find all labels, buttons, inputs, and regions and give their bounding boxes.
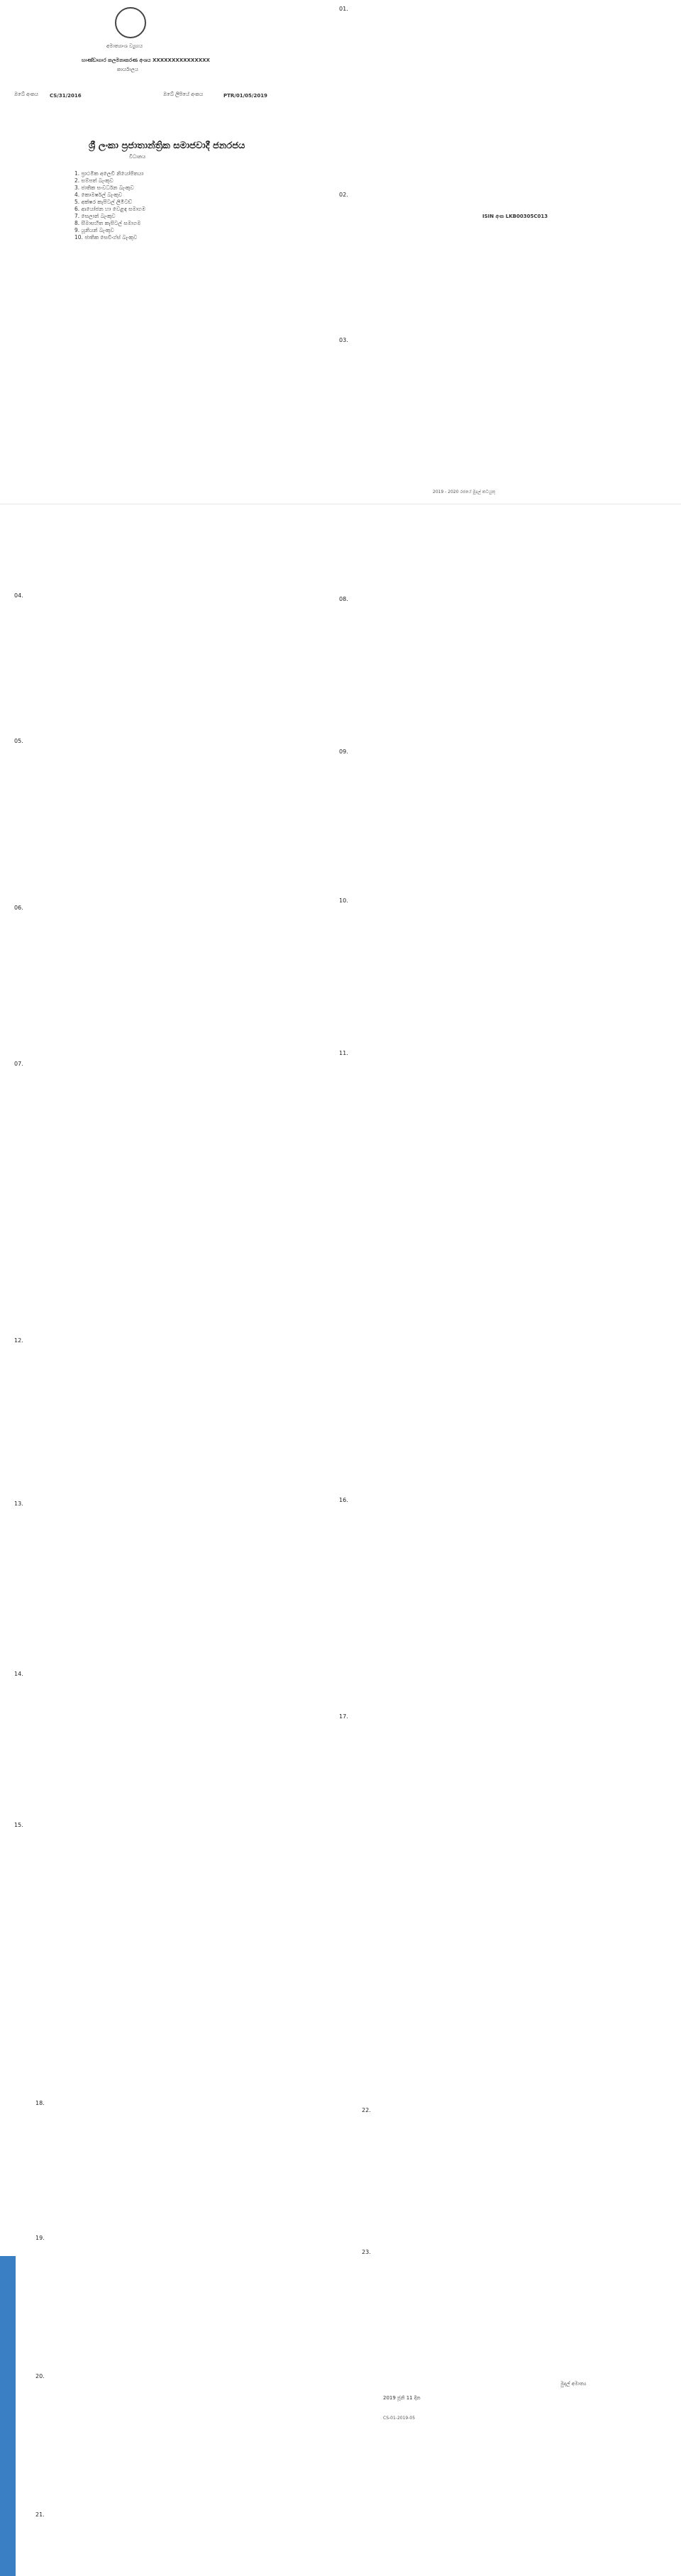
paragraph-number: 07. xyxy=(14,1061,23,1067)
recipient-row: 5. අක්ෂර කැපිටල් ලිමිටඩ් xyxy=(74,199,133,205)
recipient-row: 3. ජාතික සංවර්ධන බැංකුව xyxy=(74,184,134,191)
paragraph-number: 05. xyxy=(14,738,23,744)
paragraph-number: 19. xyxy=(35,2235,45,2241)
signature-label: මුදල් අමාත්‍ය xyxy=(560,2381,587,2387)
recipient-row: 4. කොමර්ෂල් බැංකුව xyxy=(74,192,123,198)
paragraph-number: 15. xyxy=(14,1822,23,1828)
date-label: ඔබේ ලිපියේ අංකය xyxy=(163,92,204,97)
ref-label: ඔබේ අංකය xyxy=(14,92,38,97)
recipient-row: 9. යූනියන් බැංකුව xyxy=(74,227,114,233)
paragraph-number: 13. xyxy=(14,1500,23,1507)
paragraph-number: 14. xyxy=(14,1671,23,1677)
paragraph-number: 02. xyxy=(339,192,348,198)
recipient-row: 1. ප්‍රාථමික අලෙවි නියෝජිතයා xyxy=(74,170,144,177)
paragraph-number: 22. xyxy=(362,2107,371,2113)
dept-line: අමාත්‍යාංශ ව්‍යුහය xyxy=(106,43,143,49)
page-2 xyxy=(0,511,681,1227)
signature-date: 2019 ජූනි 11 දින xyxy=(383,2395,421,2401)
page-footer: 2019 - 2020 රජයේ මුදල් කටයුතු xyxy=(433,490,496,494)
paragraph-number: 16. xyxy=(339,1497,348,1503)
document-title: ශ්‍රී ලංකා ප්‍රජාතාන්ත්‍රික සමාජවාදී ජනරජය xyxy=(89,140,245,151)
recipient-row: 8. සීමාසහිත කැපිටල් සමාගම xyxy=(74,220,141,226)
page-1 xyxy=(0,0,681,494)
recipient-row: 10. ජාතික සෙවිංග්ස් බැංකුව xyxy=(74,234,138,241)
paragraph-number: 10. xyxy=(339,897,348,904)
paragraph-number: 20. xyxy=(35,2373,45,2379)
paragraph-number: 12. xyxy=(14,1337,23,1344)
paragraph-number: 09. xyxy=(339,748,348,755)
left-accent-bar xyxy=(0,2256,16,2576)
recipient-list xyxy=(74,170,231,241)
paragraph-number: 01. xyxy=(339,6,348,12)
recipient-row: 7. සෙලාන් බැංකුව xyxy=(74,213,116,219)
recipient-row: 6. ආයෝජන හා වෙළඳ සමාගම xyxy=(74,206,146,212)
paragraph-number: 03. xyxy=(339,337,348,343)
ref-value: CS/31/2016 xyxy=(50,93,82,99)
page-4 xyxy=(0,2093,681,2576)
paragraph-number: 18. xyxy=(35,2100,45,2106)
paragraph-number: 23. xyxy=(362,2249,371,2255)
date-value: PTR/01/05/2019 xyxy=(223,93,267,99)
recipient-row: 2. සම්පත් බැංකුව xyxy=(74,177,114,184)
paragraph-number: 11. xyxy=(339,1050,348,1056)
paragraph-number: 04. xyxy=(14,592,23,599)
paragraph-number: 17. xyxy=(339,1713,348,1720)
office-line: කාර්යාලය xyxy=(117,67,138,72)
paragraph-number: 06. xyxy=(14,905,23,911)
government-crest-icon xyxy=(115,7,146,38)
document-subtitle: විධානය xyxy=(129,154,146,160)
reference-code: CS-01-2019-05 xyxy=(383,2416,416,2421)
paragraph-number: 08. xyxy=(339,596,348,602)
isin-reference: ISIN අංක LKB00305C013 xyxy=(482,214,548,219)
page-3 xyxy=(0,1249,681,2100)
paragraph-number: 21. xyxy=(35,2511,45,2518)
ministry-line: භාණ්ඩාගාර කලමනාකරණ අංශය XXXXXXXXXXXXXXX xyxy=(82,57,210,63)
